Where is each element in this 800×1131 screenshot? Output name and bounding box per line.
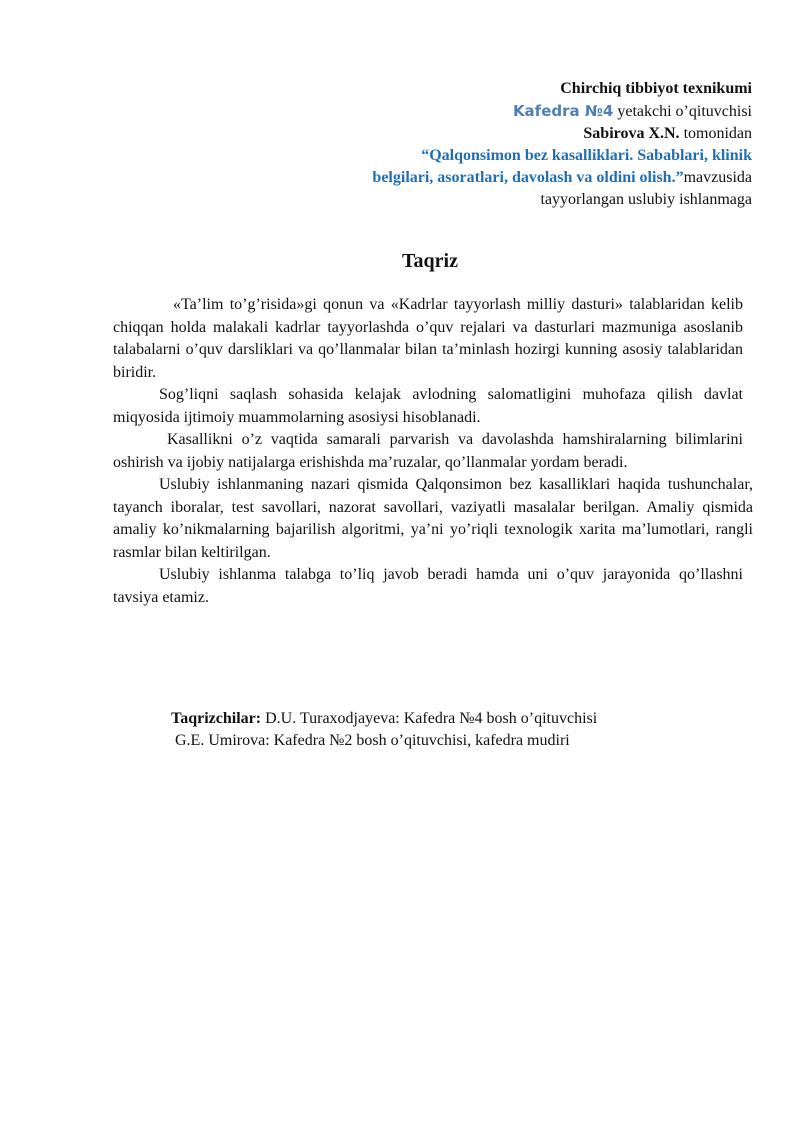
author-line — [232, 123, 752, 145]
topic-line-2 — [232, 167, 752, 189]
reviewer-line-1 — [171, 708, 597, 730]
review-body — [113, 294, 753, 609]
institution-name: Chirchiq tibbiyot texnikumi — [560, 80, 752, 97]
prepared-text: tayyorlangan uslubiy ishlanmaga — [540, 191, 752, 208]
paragraph-5: Uslubiy ishlanma talabga to’liq javob beradi hamda uni o’quv jarayonida qo’llashni tavsiya etamiz. — [113, 566, 743, 606]
reviewer-2: G.E. Umirova: Kafedra №2 bosh o’qituvchisi, kafedra mudiri — [175, 732, 570, 749]
reviewers-block — [171, 708, 597, 752]
document-title: Taqriz — [402, 250, 458, 272]
position-text: yetakchi o’qituvchisi — [613, 103, 752, 120]
paragraph-4: Uslubiy ishlanmaning nazari qismida Qalqonsimon bez kasalliklari haqida tushunchalar, tayanch iboralar, test savollari, nazorat savollari, vaziyatli masalalar berilgan. Amaliy qismida amaliy ko’nikmalarning bajarilish algoritmi, ya’ni yo’riqli texnologik xarita ma’lumotlari, rangli rasmlar bilan keltirilgan. — [113, 476, 753, 561]
department-name: Kafedra №4 — [512, 102, 614, 120]
reviewer-1: D.U. Turaxodjayeva: Kafedra №4 bosh o’qituvchisi — [261, 710, 598, 727]
paragraph-3: Kasallikni o’z vaqtida samarali parvarish va davolashda hamshiralarning bilimlarini oshirish va ijobiy natijalarga erishishda ma’ruzalar, qo’llanmalar yordam beradi. — [113, 431, 743, 471]
paragraph-1: «Ta’lim to’g’risida»gi qonun va «Kadrlar tayyorlash milliy dasturi» talablaridan kelib chiqqan holda malakali kadrlar tayyorlashda o’quv rejalari va dasturlari mazmuniga asoslanib talabalarni o’quv darsliklari va qo’llanmalar bilan ta’minlash hozirgi kunning asosiy talablaridan biridir. — [113, 296, 743, 381]
paragraph-2: Sog’liqni saqlash sohasida kelajak avlodning salomatligini muhofaza qilish davlat miqyosida ijtimoiy muammolarning asosiysi hisoblanadi. — [113, 386, 743, 426]
author-name: Sabirova X.N. — [583, 125, 680, 142]
department-line — [232, 100, 752, 123]
header-block — [232, 78, 752, 211]
topic-suffix: mavzusida — [683, 169, 752, 186]
by-text: tomonidan — [679, 125, 752, 142]
topic-line-1: “Qalqonsimon bez kasalliklari. Sabablari, klinik — [421, 147, 752, 164]
topic-line-2-text: belgilari, asoratlari, davolash va oldini olish.” — [372, 169, 684, 186]
reviewers-label: Taqrizchilar: — [171, 710, 262, 727]
